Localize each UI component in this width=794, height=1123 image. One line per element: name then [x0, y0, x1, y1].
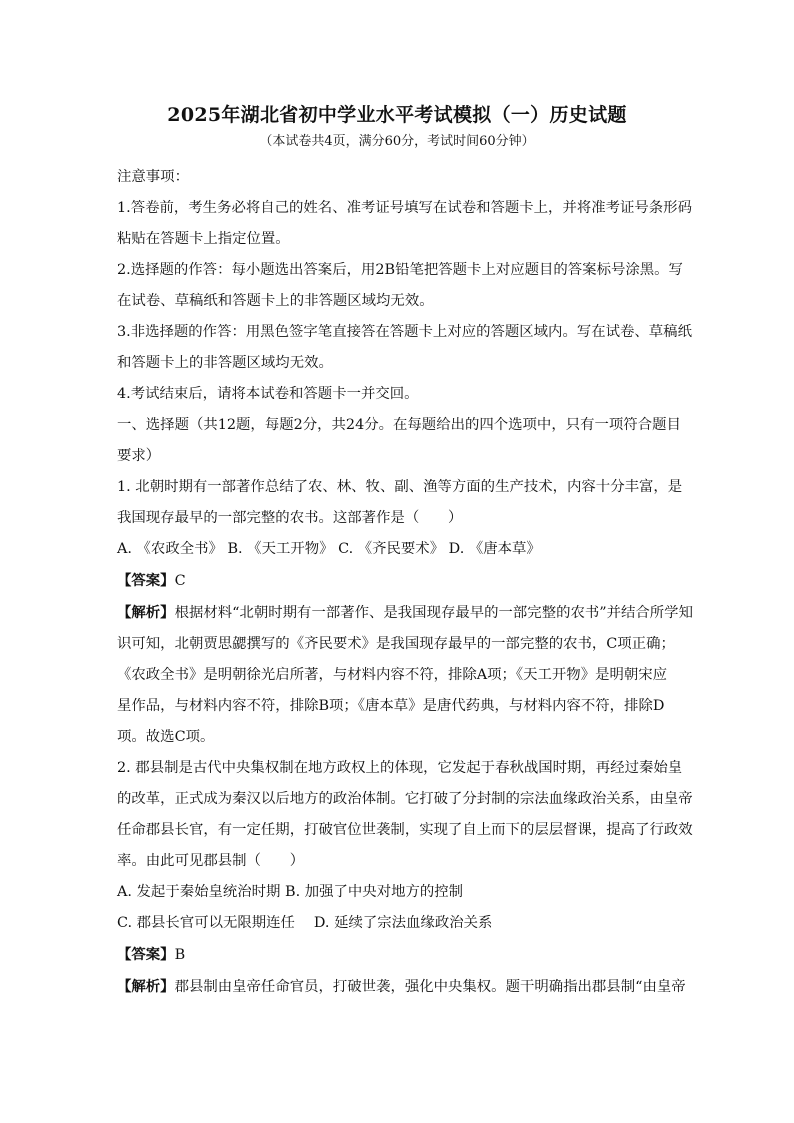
question-stem: 任命郡县长官，有一定任期，打破官位世袭制，实现了自上而下的层层督课，提高了行政效 [117, 822, 693, 838]
analysis-text: 郡县制由皇帝任命官员，打破世袭，强化中央集权。题干明确指出郡县制“由皇帝 [174, 979, 686, 995]
answer-label: 【答案】 [117, 946, 175, 963]
analysis-line [117, 597, 693, 629]
exam-info: （本试卷共4页，满分60分，考试时间60分钟） [259, 134, 535, 149]
section-heading: 要求） [117, 448, 161, 464]
note-line: 1.答卷前，考生务必将自己的姓名、准考证号填写在试卷和答题卡上，并将准考证号条形码 [117, 200, 692, 216]
note-line: 3.非选择题的作答：用黑色签字笔直接答在答题卡上对应的答题区域内。写在试卷、草稿纸 [117, 324, 692, 340]
analysis-text: 根据材料“北朝时期有一部著作、是我国现存最早的一部完整的农书”并结合所学知 [174, 605, 693, 621]
section-heading: 一、选择题（共12题，每题2分，共24分。在每题给出的四个选项中，只有一项符合题目 [117, 417, 681, 433]
note-line: 2.选择题的作答：每小题选出答案后，用2B铅笔把答题卡上对应题目的答案标号涂黑。写 [117, 262, 683, 278]
question-stem: 的改革，正式成为秦汉以后地方的政治体制。它打破了分封制的宗法血缘政治关系，由皇帝 [117, 791, 693, 807]
question-options: A. 《农政全书》 B. 《天工开物》 C. 《齐民要术》 D. 《唐本草》 [117, 541, 541, 557]
notes-heading: 注意事项： [117, 169, 189, 185]
answer-value: C [174, 573, 186, 589]
page-title: 2025年湖北省初中学业水平考试模拟（一）历史试题 [167, 104, 627, 126]
analysis-line: 星作品，与材料内容不符，排除B项；《唐本草》是唐代药典，与材料内容不符，排除D [117, 698, 665, 714]
exam-page [117, 100, 693, 1003]
question-options: C. 郡县长官可以无限期连任 D. 延续了宗法血缘政治关系 [117, 915, 493, 931]
note-line: 4.考试结束后，请将本试卷和答题卡一并交回。 [117, 386, 419, 402]
question-stem: 我国现存最早的一部完整的农书。这部著作是（ ） [117, 510, 463, 526]
answer-label: 【答案】 [117, 572, 175, 589]
question-options: A. 发起于秦始皇统治时期 B. 加强了中央对地方的控制 [117, 884, 464, 900]
question-stem: 率。由此可见郡县制（ ） [117, 853, 305, 869]
analysis-line: 项。故选C项。 [117, 729, 215, 745]
analysis-line [117, 971, 686, 1003]
analysis-label: 【解析】 [117, 978, 175, 995]
analysis-label: 【解析】 [117, 604, 175, 621]
question-stem: 1. 北朝时期有一部著作总结了农、林、牧、副、渔等方面的生产技术，内容十分丰富，是 [117, 479, 683, 495]
note-line: 在试卷、草稿纸和答题卡上的非答题区域均无效。 [117, 293, 434, 309]
note-line: 和答题卡上的非答题区域均无效。 [117, 355, 333, 371]
note-line: 粘贴在答题卡上指定位置。 [117, 231, 290, 247]
analysis-line: 识可知，北朝贾思勰撰写的《齐民要术》是我国现存最早的一部完整的农书，C项正确； [117, 636, 675, 652]
answer-line [117, 939, 677, 971]
question-stem: 2. 郡县制是古代中央集权制在地方政权上的体现，它发起于春秋战国时期，再经过秦始皇 [117, 760, 683, 776]
answer-value: B [174, 947, 186, 963]
analysis-line: 《农政全书》是明朝徐光启所著，与材料内容不符，排除A项；《天工开物》是明朝宋应 [117, 667, 668, 683]
answer-line [117, 565, 677, 597]
